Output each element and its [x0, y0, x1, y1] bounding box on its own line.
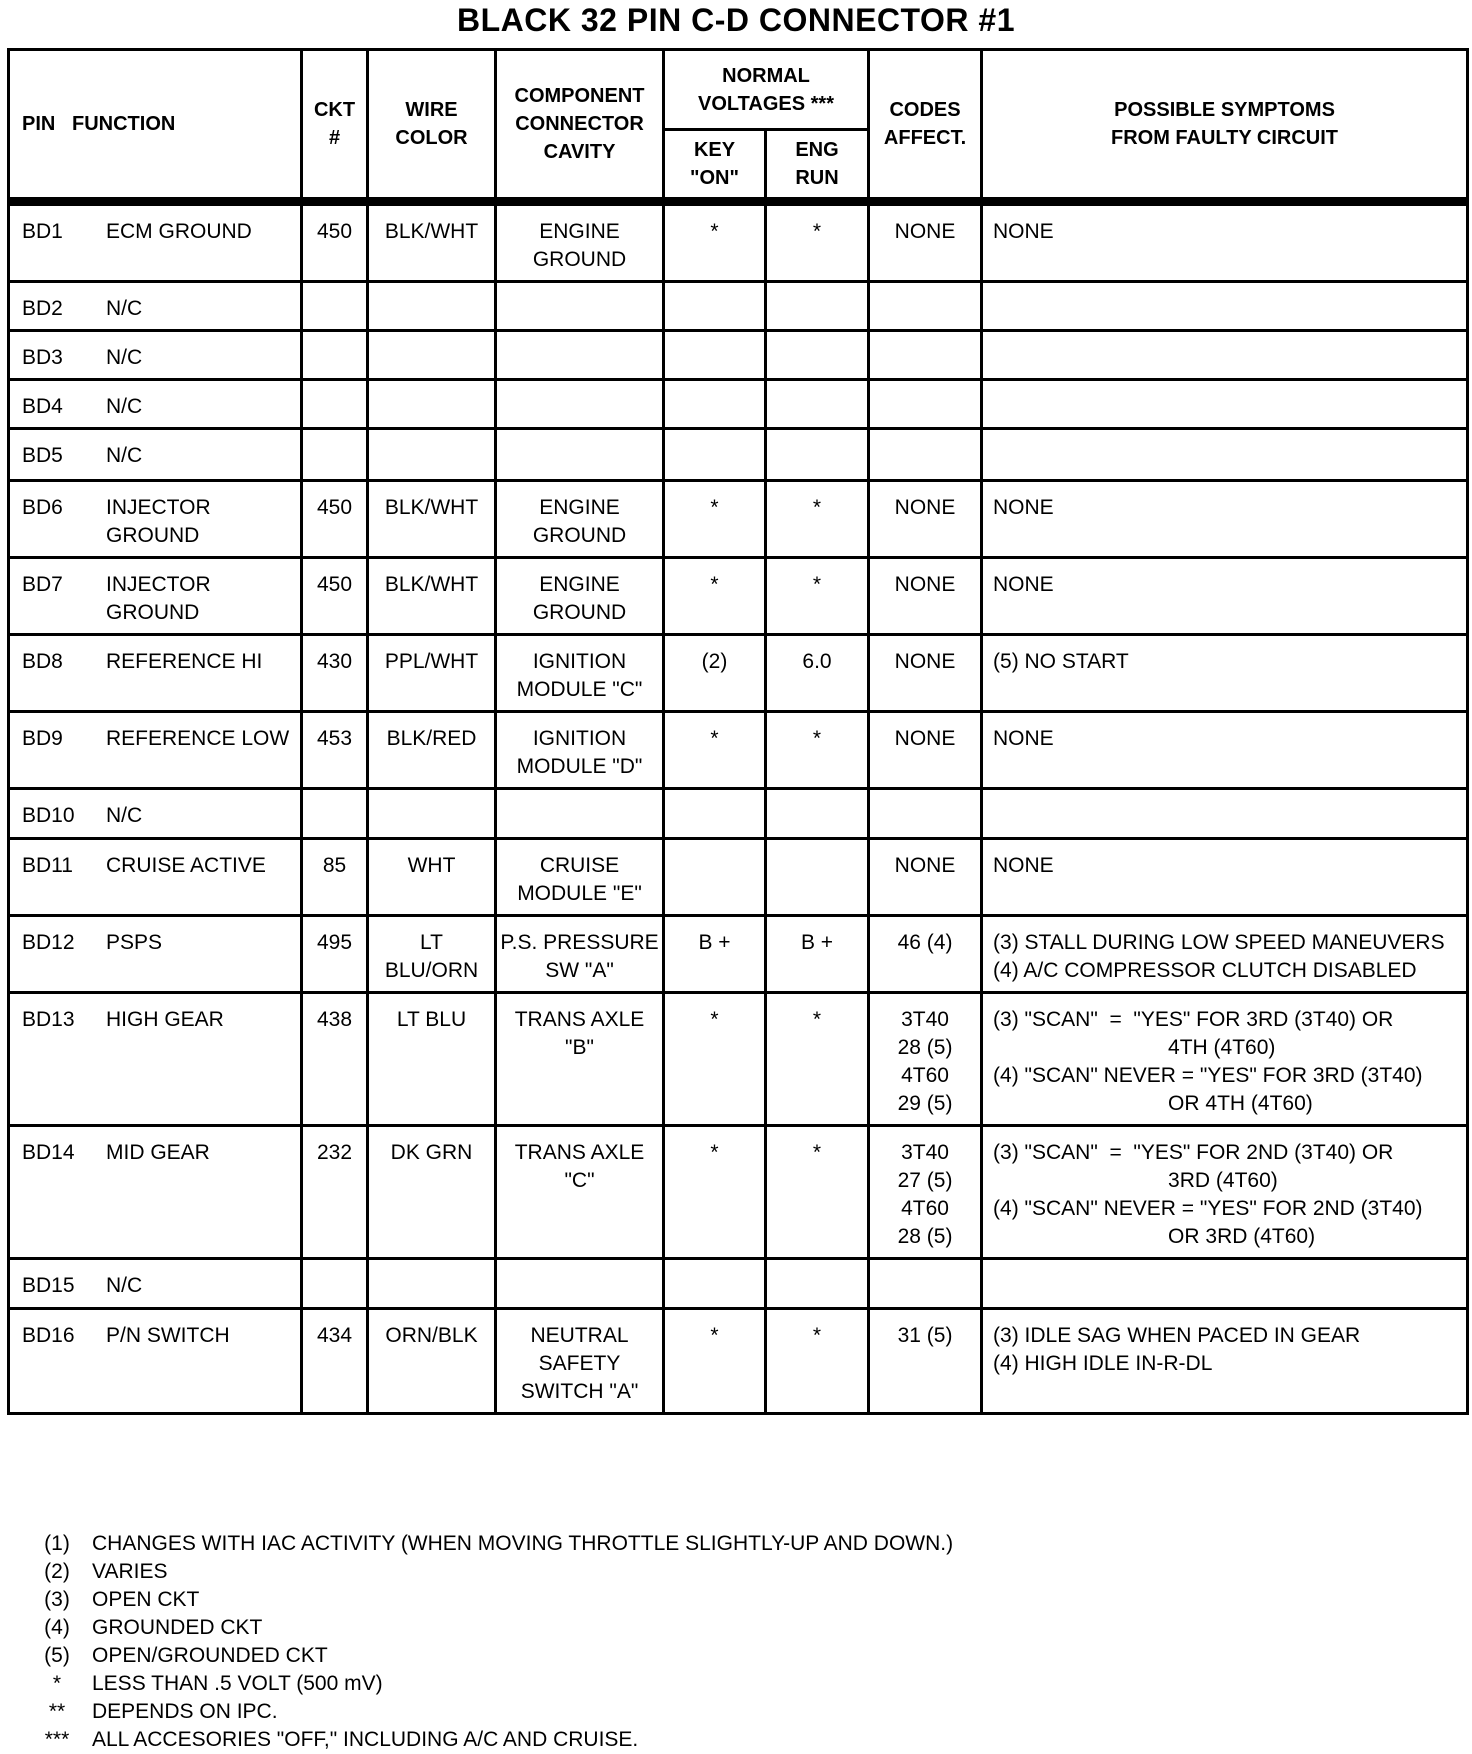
codes-cell: 3T40 27 (5) 4T60 28 (5): [869, 1126, 982, 1259]
pin-function-cell: [9, 202, 302, 282]
footnotes: [22, 1530, 1442, 1754]
symptoms-cell: [982, 789, 1468, 839]
codes-cell: NONE: [869, 202, 982, 282]
key-on-cell: [664, 282, 766, 331]
header-wire-color: WIRE COLOR: [368, 50, 496, 202]
ckt-cell: 438: [302, 993, 368, 1126]
codes-cell: 3T40 28 (5) 4T60 29 (5): [869, 993, 982, 1126]
wire-color-cell: [368, 331, 496, 380]
footnote: [22, 1558, 1442, 1586]
table-body: [9, 202, 1468, 1414]
pin-function-cell: [9, 1126, 302, 1259]
page-title: BLACK 32 PIN C-D CONNECTOR #1: [457, 2, 1015, 38]
ckt-cell: 434: [302, 1309, 368, 1414]
symptoms-cell: NONE: [982, 839, 1468, 916]
pin-function-cell: [9, 993, 302, 1126]
footnote: [22, 1530, 1442, 1558]
symptoms-cell: (3) STALL DURING LOW SPEED MANEUVERS (4) A/C COMPRESSOR CLUTCH DISABLED: [982, 916, 1468, 993]
component-cell: IGNITION MODULE "D": [496, 712, 664, 789]
eng-run-cell: [766, 429, 869, 481]
key-on-cell: B +: [664, 916, 766, 993]
table-row: [9, 331, 1468, 380]
pin-id: BD9: [22, 727, 63, 750]
codes-cell: [869, 1259, 982, 1309]
wire-color-cell: [368, 429, 496, 481]
pin-function: N/C: [106, 804, 143, 827]
symptoms-cell: (3) "SCAN" = "YES" FOR 3RD (3T40) OR 4TH (4T60) (4) "SCAN" NEVER = "YES" FOR 3RD (3T40) OR 4TH (4T60): [982, 993, 1468, 1126]
eng-run-cell: [766, 282, 869, 331]
codes-cell: [869, 331, 982, 380]
pin-function-cell: [9, 1259, 302, 1309]
codes-cell: NONE: [869, 481, 982, 558]
eng-run-cell: B +: [766, 916, 869, 993]
eng-run-cell: *: [766, 712, 869, 789]
ckt-cell: [302, 429, 368, 481]
codes-cell: NONE: [869, 558, 982, 635]
table-row: [9, 993, 1468, 1126]
header-pin-function: PIN FUNCTION: [9, 50, 302, 202]
symptoms-cell: [982, 380, 1468, 429]
ckt-cell: [302, 331, 368, 380]
ckt-cell: 430: [302, 635, 368, 712]
pin-function-cell: [9, 429, 302, 481]
symptoms-cell: (3) "SCAN" = "YES" FOR 2ND (3T40) OR 3RD (4T60) (4) "SCAN" NEVER = "YES" FOR 2ND (3T40) OR 3RD (4T60): [982, 1126, 1468, 1259]
wire-color-cell: BLK/WHT: [368, 202, 496, 282]
footnote-mark: (1): [44, 1532, 70, 1555]
component-cell: ENGINE GROUND: [496, 558, 664, 635]
ckt-cell: 232: [302, 1126, 368, 1259]
table-row: [9, 429, 1468, 481]
footnote-mark: (3): [44, 1588, 70, 1611]
pin-function: HIGH GEAR: [106, 1008, 224, 1031]
codes-cell: [869, 789, 982, 839]
header-normal-voltages: NORMAL VOLTAGES ***: [664, 50, 869, 130]
codes-cell: NONE: [869, 635, 982, 712]
pin-function-cell: [9, 789, 302, 839]
ckt-cell: [302, 789, 368, 839]
pin-id: BD1: [22, 220, 63, 243]
footnote: [22, 1726, 1442, 1754]
component-cell: NEUTRAL SAFETY SWITCH "A": [496, 1309, 664, 1414]
wire-color-cell: DK GRN: [368, 1126, 496, 1259]
table-row: [9, 635, 1468, 712]
connector-table: [7, 48, 1469, 1415]
component-cell: P.S. PRESSURE SW "A": [496, 916, 664, 993]
pin-id: BD10: [22, 804, 75, 827]
component-cell: TRANS AXLE "B": [496, 993, 664, 1126]
pin-function: ECM GROUND: [106, 220, 252, 243]
key-on-cell: [664, 331, 766, 380]
symptoms-cell: [982, 331, 1468, 380]
pin-id: BD14: [22, 1141, 75, 1164]
eng-run-cell: *: [766, 558, 869, 635]
pin-function: N/C: [106, 297, 143, 320]
wire-color-cell: LT BLU/ORN: [368, 916, 496, 993]
footnote: [22, 1670, 1442, 1698]
codes-cell: NONE: [869, 839, 982, 916]
ckt-cell: [302, 1259, 368, 1309]
component-cell: [496, 282, 664, 331]
pin-function: N/C: [106, 346, 143, 369]
pin-function: PSPS: [106, 931, 163, 954]
pin-function-cell: [9, 839, 302, 916]
footnote: [22, 1586, 1442, 1614]
symptoms-cell: NONE: [982, 558, 1468, 635]
pin-function-cell: [9, 380, 302, 429]
pin-id: BD2: [22, 297, 63, 320]
pin-function: MID GEAR: [106, 1141, 210, 1164]
header-eng-run: ENG RUN: [766, 130, 869, 202]
key-on-cell: *: [664, 202, 766, 282]
pin-function: CRUISE ACTIVE: [106, 854, 266, 877]
footnote-mark: (2): [44, 1560, 70, 1583]
footnote: [22, 1642, 1442, 1670]
wire-color-cell: BLK/WHT: [368, 481, 496, 558]
symptoms-cell: (3) IDLE SAG WHEN PACED IN GEAR (4) HIGH IDLE IN-R-DL: [982, 1309, 1468, 1414]
component-cell: TRANS AXLE "C": [496, 1126, 664, 1259]
footnote-text: ALL ACCESORIES "OFF," INCLUDING A/C AND CRUISE.: [92, 1728, 639, 1751]
key-on-cell: *: [664, 712, 766, 789]
key-on-cell: [664, 1259, 766, 1309]
eng-run-cell: [766, 1259, 869, 1309]
wire-color-cell: BLK/RED: [368, 712, 496, 789]
codes-cell: 31 (5): [869, 1309, 982, 1414]
footnote-text: OPEN/GROUNDED CKT: [92, 1644, 328, 1667]
key-on-cell: *: [664, 993, 766, 1126]
symptoms-cell: [982, 429, 1468, 481]
wire-color-cell: LT BLU: [368, 993, 496, 1126]
pin-function-cell: [9, 558, 302, 635]
eng-run-cell: *: [766, 1309, 869, 1414]
footnote-text: GROUNDED CKT: [92, 1616, 263, 1639]
pin-function-cell: [9, 916, 302, 993]
header-codes: CODES AFFECT.: [869, 50, 982, 202]
footnote-mark: (4): [44, 1616, 70, 1639]
table-row: [9, 712, 1468, 789]
pin-function-cell: [9, 282, 302, 331]
wire-color-cell: WHT: [368, 839, 496, 916]
eng-run-cell: [766, 839, 869, 916]
pin-function: N/C: [106, 1274, 143, 1297]
key-on-cell: (2): [664, 635, 766, 712]
footnote-text: OPEN CKT: [92, 1588, 200, 1611]
pin-id: BD13: [22, 1008, 75, 1031]
table-row: [9, 916, 1468, 993]
ckt-cell: [302, 282, 368, 331]
eng-run-cell: *: [766, 202, 869, 282]
pin-id: BD4: [22, 395, 63, 418]
component-cell: ENGINE GROUND: [496, 202, 664, 282]
codes-cell: [869, 282, 982, 331]
eng-run-cell: [766, 331, 869, 380]
wire-color-cell: [368, 1259, 496, 1309]
table-row: [9, 282, 1468, 331]
codes-cell: 46 (4): [869, 916, 982, 993]
ckt-cell: 495: [302, 916, 368, 993]
symptoms-cell: [982, 282, 1468, 331]
codes-cell: NONE: [869, 712, 982, 789]
pin-id: BD11: [22, 854, 73, 877]
symptoms-cell: [982, 1259, 1468, 1309]
key-on-cell: *: [664, 1126, 766, 1259]
ckt-cell: 450: [302, 481, 368, 558]
key-on-cell: *: [664, 1309, 766, 1414]
table-row: [9, 202, 1468, 282]
component-cell: [496, 380, 664, 429]
ckt-cell: 450: [302, 558, 368, 635]
codes-cell: [869, 429, 982, 481]
header-ckt: CKT #: [302, 50, 368, 202]
key-on-cell: *: [664, 558, 766, 635]
eng-run-cell: [766, 380, 869, 429]
ckt-cell: 453: [302, 712, 368, 789]
symptoms-cell: (5) NO START: [982, 635, 1468, 712]
pin-function: REFERENCE HI: [106, 650, 263, 673]
eng-run-cell: [766, 789, 869, 839]
pin-function: P/N SWITCH: [106, 1324, 230, 1347]
pin-function-cell: [9, 712, 302, 789]
component-cell: [496, 789, 664, 839]
component-cell: ENGINE GROUND: [496, 481, 664, 558]
symptoms-cell: NONE: [982, 712, 1468, 789]
ckt-cell: [302, 380, 368, 429]
wire-color-cell: PPL/WHT: [368, 635, 496, 712]
header-key-on: KEY "ON": [664, 130, 766, 202]
key-on-cell: [664, 429, 766, 481]
pin-id: BD6: [22, 496, 63, 519]
footnote-text: LESS THAN .5 VOLT (500 mV): [92, 1672, 383, 1695]
table-row: [9, 839, 1468, 916]
footnote-text: VARIES: [92, 1560, 168, 1583]
component-cell: [496, 331, 664, 380]
pin-function-cell: [9, 1309, 302, 1414]
wire-color-cell: ORN/BLK: [368, 1309, 496, 1414]
pin-function-cell: [9, 635, 302, 712]
ckt-cell: 85: [302, 839, 368, 916]
wire-color-cell: [368, 789, 496, 839]
footnote-mark: **: [48, 1700, 66, 1723]
pin-function: N/C: [106, 444, 143, 467]
footnote-text: CHANGES WITH IAC ACTIVITY (WHEN MOVING THROTTLE SLIGHTLY-UP AND DOWN.): [92, 1532, 954, 1555]
component-cell: CRUISE MODULE "E": [496, 839, 664, 916]
footnote: [22, 1698, 1442, 1726]
pin-function-cell: [9, 481, 302, 558]
wire-color-cell: [368, 282, 496, 331]
table-row: [9, 1126, 1468, 1259]
header-component: COMPONENT CONNECTOR CAVITY: [496, 50, 664, 202]
component-cell: [496, 1259, 664, 1309]
component-cell: [496, 429, 664, 481]
table-row: [9, 789, 1468, 839]
footnote-mark: (5): [44, 1644, 70, 1667]
pin-function: N/C: [106, 395, 143, 418]
table-row: [9, 481, 1468, 558]
table-row: [9, 380, 1468, 429]
pin-function: REFERENCE LOW: [106, 727, 290, 750]
eng-run-cell: 6.0: [766, 635, 869, 712]
footnote: [22, 1614, 1442, 1642]
key-on-cell: *: [664, 481, 766, 558]
footnote-text: DEPENDS ON IPC.: [92, 1700, 278, 1723]
key-on-cell: [664, 839, 766, 916]
eng-run-cell: *: [766, 993, 869, 1126]
pin-id: BD16: [22, 1324, 75, 1347]
ckt-cell: 450: [302, 202, 368, 282]
pin-id: BD7: [22, 573, 63, 596]
wire-color-cell: [368, 380, 496, 429]
eng-run-cell: *: [766, 481, 869, 558]
table-row: [9, 1259, 1468, 1309]
pin-function-cell: [9, 331, 302, 380]
table-row: [9, 558, 1468, 635]
table-row: [9, 1309, 1468, 1414]
symptoms-cell: NONE: [982, 481, 1468, 558]
footnote-mark: *: [52, 1672, 62, 1695]
pin-function: INJECTOR GROUND: [106, 573, 211, 624]
pin-function: INJECTOR GROUND: [106, 496, 211, 547]
key-on-cell: [664, 789, 766, 839]
pin-id: BD5: [22, 444, 63, 467]
symptoms-cell: NONE: [982, 202, 1468, 282]
pin-id: BD8: [22, 650, 63, 673]
wire-color-cell: BLK/WHT: [368, 558, 496, 635]
footnote-mark: ***: [44, 1728, 70, 1751]
key-on-cell: [664, 380, 766, 429]
pin-id: BD3: [22, 346, 63, 369]
component-cell: IGNITION MODULE "C": [496, 635, 664, 712]
pin-id: BD15: [22, 1274, 75, 1297]
codes-cell: [869, 380, 982, 429]
pin-id: BD12: [22, 931, 75, 954]
eng-run-cell: *: [766, 1126, 869, 1259]
header-symptoms: POSSIBLE SYMPTOMS FROM FAULTY CIRCUIT: [982, 50, 1468, 202]
